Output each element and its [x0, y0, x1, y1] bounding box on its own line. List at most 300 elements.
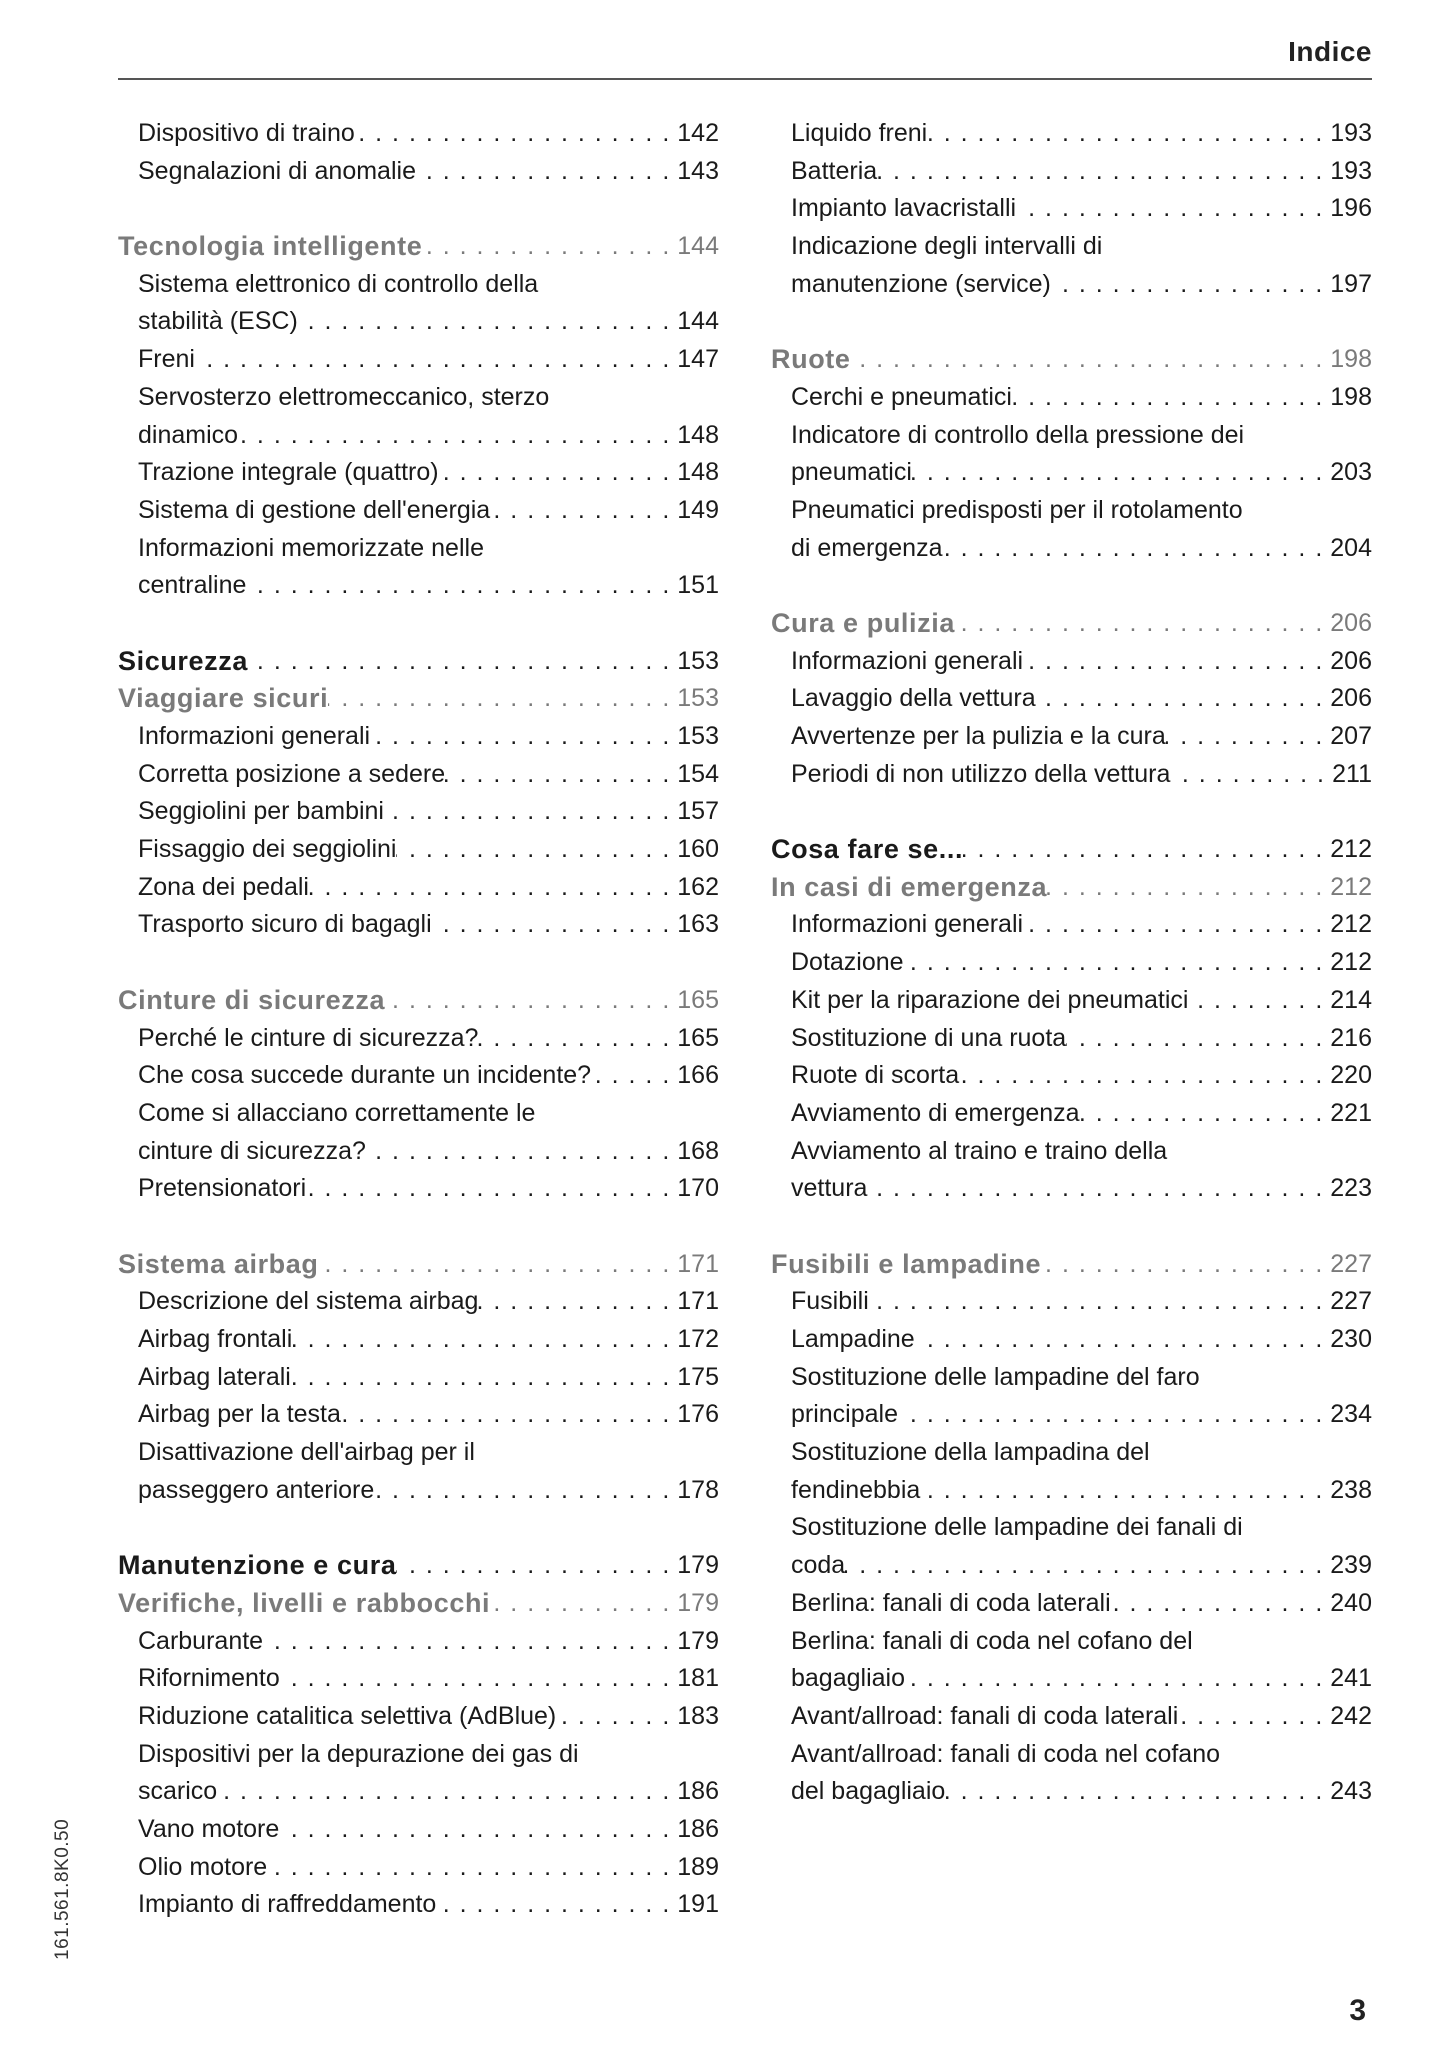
entry-title: Dispositivo di traino: [138, 119, 355, 147]
toc-entry[interactable]: [771, 1773, 1372, 1811]
entry-title: Olio motore: [138, 1852, 268, 1881]
entry-title: Pneumatici predisposti per il rotolamento: [791, 495, 1243, 524]
dot-leader: [195, 341, 677, 379]
dot-leader: [1016, 190, 1330, 228]
entry-title: Avviamento di emergenza: [791, 1098, 1080, 1127]
dot-leader: [370, 718, 677, 756]
dot-leader: [267, 1849, 677, 1887]
entry-title: Sostituzione delle lampadine del faro: [791, 1362, 1200, 1391]
page-ref: 240: [1330, 1588, 1372, 1617]
spacer: [118, 190, 719, 228]
dot-leader: [328, 680, 677, 718]
page-ref: 221: [1330, 1098, 1372, 1127]
entry-title: Batteria: [791, 156, 878, 185]
page-ref: 143: [677, 156, 719, 185]
page-ref: 203: [1330, 458, 1372, 487]
page-ref: 176: [677, 1400, 719, 1429]
toc-heading[interactable]: [771, 605, 1372, 643]
entry-title: Carburante: [138, 1626, 264, 1655]
dot-leader: [422, 228, 677, 266]
page-ref: 171: [677, 1249, 719, 1278]
toc-entry[interactable]: [118, 906, 719, 944]
dot-leader: [319, 1246, 678, 1284]
entry-title: Fusibili e lampadine: [771, 1248, 1042, 1279]
dot-leader: [556, 1698, 677, 1736]
entry-title: vettura: [791, 1174, 868, 1203]
toc-entry[interactable]: [771, 1623, 1372, 1661]
entry-title: Airbag frontali: [138, 1325, 293, 1353]
entry-title: cinture di sicurezza?: [138, 1136, 366, 1165]
dot-leader: [1036, 680, 1331, 718]
toc-entry[interactable]: [118, 869, 719, 907]
dot-leader: [478, 1283, 677, 1321]
toc-heading[interactable]: [771, 1246, 1372, 1284]
page-ref: 162: [677, 872, 719, 901]
toc-entry[interactable]: [771, 944, 1372, 982]
dot-leader: [1012, 379, 1330, 417]
dot-leader: [263, 1623, 677, 1661]
toc-heading[interactable]: [771, 341, 1372, 379]
dot-leader: [1080, 1095, 1331, 1133]
dot-leader: [306, 1170, 677, 1208]
page-ref: 234: [1330, 1400, 1372, 1429]
header-divider: [118, 78, 1372, 80]
entry-title: manutenzione (service): [791, 269, 1051, 298]
dot-leader: [851, 341, 1331, 379]
toc-entry[interactable]: [118, 567, 719, 605]
toc-heading[interactable]: [118, 643, 719, 681]
entry-title: Manutenzione e cura: [118, 1550, 397, 1581]
entry-title: principale: [791, 1400, 899, 1429]
page-ref: 151: [677, 571, 719, 600]
page-ref: 157: [677, 797, 719, 826]
dot-leader: [915, 1321, 1331, 1359]
page-ref: 186: [677, 1777, 719, 1806]
toc-entry[interactable]: [118, 153, 719, 191]
toc-entry[interactable]: [771, 454, 1372, 492]
dot-leader: [1178, 1698, 1330, 1736]
toc-entry[interactable]: [771, 1095, 1372, 1133]
page-ref: 212: [1330, 872, 1372, 901]
toc-entry[interactable]: [118, 1359, 719, 1397]
dot-leader: [845, 1547, 1330, 1585]
toc-heading[interactable]: [118, 228, 719, 266]
page-number: 3: [1349, 1994, 1366, 2027]
page-ref: 206: [1330, 646, 1372, 675]
entry-title: Tecnologia intelligente: [118, 231, 423, 262]
toc-entry[interactable]: [771, 266, 1372, 304]
page-ref: 212: [1330, 835, 1372, 864]
dot-leader: [898, 1396, 1330, 1434]
toc-entry[interactable]: [771, 1170, 1372, 1208]
entry-title: Berlina: fanali di coda nel cofano del: [791, 1626, 1193, 1655]
entry-title: Ruote di scorta: [791, 1061, 960, 1090]
page-ref: 242: [1330, 1701, 1372, 1730]
page-ref: 179: [677, 1626, 719, 1655]
dot-leader: [959, 1057, 1330, 1095]
page-ref: 178: [677, 1475, 719, 1504]
dot-leader: [1170, 756, 1332, 794]
dot-leader: [292, 1321, 677, 1359]
page-ref: 212: [1330, 910, 1372, 939]
dot-leader: [298, 303, 678, 341]
entry-title: Viaggiare sicuri: [118, 683, 329, 714]
dot-leader: [1166, 718, 1331, 756]
spacer: [118, 944, 719, 982]
dot-leader: [384, 793, 677, 831]
toc-entry[interactable]: [118, 1321, 719, 1359]
spacer: [771, 303, 1372, 341]
entry-title: Avant/allroad: fanali di coda laterali: [791, 1701, 1179, 1730]
toc-column-left: [118, 115, 719, 1924]
toc-heading[interactable]: [118, 1246, 719, 1284]
toc-entry[interactable]: [118, 341, 719, 379]
entry-title: Rifornimento: [138, 1664, 280, 1693]
page-ref: 144: [677, 307, 719, 336]
dot-leader: [1188, 982, 1330, 1020]
entry-title: Sostituzione delle lampadine dei fanali di: [791, 1513, 1243, 1542]
page-ref: 196: [1330, 194, 1372, 223]
dot-leader: [490, 492, 677, 530]
entry-title: Kit per la riparazione dei pneumatici: [791, 985, 1189, 1014]
dot-leader: [366, 1133, 677, 1171]
entry-title: Sostituzione di una ruota: [791, 1023, 1067, 1052]
toc-entry[interactable]: [118, 831, 719, 869]
toc-entry[interactable]: [771, 417, 1372, 455]
dot-leader: [945, 1773, 1330, 1811]
toc-heading[interactable]: [118, 1585, 719, 1623]
toc-entry[interactable]: [771, 1396, 1372, 1434]
entry-title: bagagliaio: [791, 1664, 905, 1693]
toc-entry[interactable]: [771, 530, 1372, 568]
page-ref: 148: [677, 420, 719, 449]
entry-title: fendinebbia: [791, 1475, 921, 1504]
page-ref: 238: [1330, 1475, 1372, 1504]
entry-title: Cura e pulizia: [771, 607, 955, 638]
spacer: [118, 1208, 719, 1246]
page-ref: 168: [677, 1136, 719, 1165]
toc-entry[interactable]: [771, 190, 1372, 228]
dot-leader: [396, 1547, 677, 1585]
toc-entry[interactable]: [118, 530, 719, 568]
entry-title: Periodi di non utilizzo della vettura: [791, 759, 1171, 788]
entry-title: pneumatici: [791, 458, 912, 487]
dot-leader: [869, 1283, 1330, 1321]
entry-title: Informazioni generali: [138, 722, 371, 750]
dot-leader: [1041, 1246, 1330, 1284]
page-ref: 165: [677, 1023, 719, 1052]
page-ref: 239: [1330, 1551, 1372, 1580]
entry-title: Sistema elettronico di controllo della: [138, 269, 539, 298]
toc-entry[interactable]: [118, 1472, 719, 1510]
entry-title: In casi di emergenza: [771, 871, 1048, 902]
toc-entry[interactable]: [118, 1660, 719, 1698]
dot-leader: [436, 1886, 677, 1924]
dot-leader: [280, 1660, 678, 1698]
page-ref: 142: [677, 119, 719, 147]
toc-entry[interactable]: [118, 1623, 719, 1661]
toc-entry[interactable]: [118, 1133, 719, 1171]
dot-leader: [1066, 1020, 1330, 1058]
page-ref: 214: [1330, 985, 1372, 1014]
page-ref: 144: [677, 232, 719, 261]
page-ref: 153: [677, 722, 719, 750]
dot-leader: [478, 1020, 677, 1058]
entry-title: Lampadine: [791, 1325, 915, 1353]
toc-entry[interactable]: [118, 1170, 719, 1208]
page-ref: 211: [1332, 759, 1372, 788]
toc-entry[interactable]: [771, 153, 1372, 191]
dot-leader: [217, 1773, 677, 1811]
toc-entry[interactable]: [771, 1359, 1372, 1397]
entry-title: Avviamento al traino e traino della: [791, 1136, 1168, 1165]
toc-entry[interactable]: [118, 1283, 719, 1321]
entry-title: Descrizione del sistema airbag: [138, 1287, 479, 1316]
dot-leader: [963, 831, 1330, 869]
dot-leader: [416, 153, 677, 191]
entry-title: Sicurezza: [118, 645, 248, 676]
toc-entry[interactable]: [771, 1057, 1372, 1095]
toc-entry[interactable]: [771, 1283, 1372, 1321]
dot-leader: [248, 643, 677, 681]
spacer: [118, 1509, 719, 1547]
entry-title: Che cosa succede durante un incidente?: [138, 1061, 592, 1090]
page-ref: 243: [1330, 1777, 1372, 1806]
page-ref: 191: [677, 1890, 719, 1919]
toc-entry[interactable]: [771, 1547, 1372, 1585]
section-title: Indice: [1288, 36, 1372, 67]
entry-title: Come si allacciano correttamente le: [138, 1098, 536, 1127]
toc-entry[interactable]: [771, 1585, 1372, 1623]
page-ref: 193: [1330, 119, 1372, 147]
toc-entry[interactable]: [771, 643, 1372, 681]
page-ref: 204: [1330, 533, 1372, 562]
page-ref: 197: [1330, 269, 1372, 298]
dot-leader: [877, 153, 1330, 191]
toc-entry[interactable]: [118, 303, 719, 341]
toc-entry[interactable]: [771, 1472, 1372, 1510]
entry-title: Perché le cinture di sicurezza?: [138, 1023, 479, 1052]
toc-entry[interactable]: [118, 492, 719, 530]
entry-title: Cerchi e pneumatici: [791, 382, 1012, 411]
dot-leader: [955, 605, 1330, 643]
dot-leader: [927, 115, 1330, 153]
dot-leader: [246, 567, 677, 605]
page-ref: 216: [1330, 1023, 1372, 1052]
page-ref: 163: [677, 910, 719, 939]
page-ref: 183: [677, 1701, 719, 1730]
entry-title: Fissaggio dei seggiolini: [138, 835, 397, 864]
entry-title: Impianto di raffreddamento: [138, 1890, 437, 1919]
entry-title: Trazione integrale (quattro): [138, 458, 439, 487]
toc-entry[interactable]: [771, 982, 1372, 1020]
toc-entry[interactable]: [118, 1020, 719, 1058]
entry-title: Liquido freni: [791, 119, 928, 147]
dot-leader: [374, 1472, 677, 1510]
toc-entry[interactable]: [118, 1434, 719, 1472]
dot-leader: [1051, 266, 1330, 304]
entry-title: Servosterzo elettromeccanico, sterzo: [138, 382, 550, 411]
toc-entry[interactable]: [118, 756, 719, 794]
toc-entry[interactable]: [118, 793, 719, 831]
dot-leader: [341, 1396, 677, 1434]
page-ref: 172: [677, 1325, 719, 1353]
entry-title: Airbag laterali: [138, 1362, 291, 1391]
dot-leader: [355, 115, 678, 153]
toc-entry[interactable]: [118, 454, 719, 492]
entry-title: Indicazione degli intervalli di: [791, 232, 1103, 261]
toc-entry[interactable]: [771, 379, 1372, 417]
spacer: [771, 793, 1372, 831]
dot-leader: [291, 1359, 677, 1397]
entry-title: Fusibili: [791, 1287, 869, 1316]
page-ref: 147: [677, 345, 719, 374]
toc-entry[interactable]: [771, 1321, 1372, 1359]
page-ref: 148: [677, 458, 719, 487]
spacer: [771, 1208, 1372, 1246]
dot-leader: [279, 1811, 677, 1849]
entry-title: Corretta posizione a sedere: [138, 759, 446, 788]
page-ref: 198: [1330, 345, 1372, 374]
page-ref: 179: [677, 1588, 719, 1617]
page-ref: 153: [677, 684, 719, 713]
dot-leader: [942, 530, 1330, 568]
toc-entry[interactable]: [771, 1698, 1372, 1736]
toc-entry[interactable]: [118, 1849, 719, 1887]
page-ref: 166: [677, 1061, 719, 1090]
toc-entry[interactable]: [771, 680, 1372, 718]
toc-entry[interactable]: [118, 1698, 719, 1736]
entry-title: Vano motore: [138, 1814, 280, 1843]
toc-entry[interactable]: [771, 1509, 1372, 1547]
entry-title: Dotazione: [791, 948, 904, 977]
toc-entry[interactable]: [118, 1811, 719, 1849]
entry-title: Trasporto sicuro di bagagli: [138, 910, 432, 939]
toc-entry[interactable]: [771, 1020, 1372, 1058]
toc-entry[interactable]: [771, 756, 1372, 794]
toc-heading[interactable]: [118, 982, 719, 1020]
toc-entry[interactable]: [118, 1736, 719, 1774]
entry-title: Dispositivi per la depurazione dei gas di: [138, 1739, 579, 1768]
entry-title: Informazioni memorizzate nelle: [138, 533, 484, 562]
page-ref: 175: [677, 1362, 719, 1391]
entry-title: Airbag per la testa: [138, 1400, 341, 1429]
entry-title: dinamico: [138, 420, 239, 449]
toc-entry[interactable]: [118, 266, 719, 304]
page-ref: 227: [1330, 1287, 1372, 1316]
toc-heading[interactable]: [118, 1547, 719, 1585]
entry-title: Sistema airbag: [118, 1248, 319, 1279]
toc-entry[interactable]: [118, 1396, 719, 1434]
dot-leader: [905, 1660, 1330, 1698]
page-ref: 189: [677, 1852, 719, 1881]
entry-title: Freni: [138, 345, 195, 374]
page-ref: 170: [677, 1174, 719, 1203]
page-ref: 206: [1330, 608, 1372, 637]
page-ref: 154: [677, 759, 719, 788]
dot-leader: [1023, 643, 1330, 681]
spacer: [771, 567, 1372, 605]
toc-entry[interactable]: [118, 115, 719, 153]
dot-leader: [1111, 1585, 1331, 1623]
entry-title: Zona dei pedali: [138, 872, 309, 901]
entry-title: Seggiolini per bambini: [138, 797, 384, 826]
entry-title: Informazioni generali: [791, 910, 1024, 939]
entry-title: del bagagliaio: [791, 1777, 946, 1806]
toc-entry[interactable]: [771, 228, 1372, 266]
page-ref: 198: [1330, 382, 1372, 411]
dot-leader: [238, 417, 677, 455]
page-ref: 212: [1330, 948, 1372, 977]
dot-leader: [396, 831, 677, 869]
toc-entry[interactable]: [771, 718, 1372, 756]
toc-column-right: [771, 115, 1372, 1811]
dot-leader: [385, 982, 677, 1020]
toc-heading[interactable]: [118, 680, 719, 718]
toc-entry[interactable]: [118, 1057, 719, 1095]
toc-heading[interactable]: [771, 831, 1372, 869]
entry-title: Sistema di gestione dell'energia: [138, 495, 491, 524]
toc-entry[interactable]: [771, 1660, 1372, 1698]
page-ref: 207: [1330, 722, 1372, 750]
entry-title: coda: [791, 1551, 846, 1580]
entry-title: Berlina: fanali di coda laterali: [791, 1588, 1111, 1617]
entry-title: scarico: [138, 1777, 218, 1806]
page-ref: 230: [1330, 1325, 1372, 1353]
page-ref: 179: [677, 1551, 719, 1580]
toc-entry[interactable]: [118, 379, 719, 417]
toc-heading[interactable]: [771, 869, 1372, 907]
entry-title: Avant/allroad: fanali di coda nel cofano: [791, 1739, 1221, 1768]
page-ref: 186: [677, 1814, 719, 1843]
dot-leader: [439, 454, 678, 492]
toc-entry[interactable]: [118, 1773, 719, 1811]
toc-entry[interactable]: [771, 1736, 1372, 1774]
entry-title: Disattivazione dell'airbag per il: [138, 1438, 475, 1467]
toc-entry[interactable]: [118, 1095, 719, 1133]
entry-title: passeggero anteriore: [138, 1475, 375, 1504]
dot-leader: [920, 1472, 1330, 1510]
page-ref: 153: [677, 646, 719, 675]
dot-leader: [867, 1170, 1330, 1208]
toc-entry[interactable]: [118, 1886, 719, 1924]
toc-entry[interactable]: [771, 1133, 1372, 1171]
entry-title: Impianto lavacristalli: [791, 194, 1017, 223]
page-ref: 160: [677, 835, 719, 864]
page-ref: 227: [1330, 1249, 1372, 1278]
dot-leader: [432, 906, 678, 944]
toc-entry[interactable]: [771, 1434, 1372, 1472]
toc-entry[interactable]: [118, 417, 719, 455]
entry-title: Informazioni generali: [791, 646, 1024, 675]
page-ref: 193: [1330, 156, 1372, 185]
dot-leader: [445, 756, 677, 794]
toc-entry[interactable]: [771, 906, 1372, 944]
entry-title: centraline: [138, 571, 247, 600]
entry-title: Ruote: [771, 344, 851, 375]
spacer: [118, 605, 719, 643]
toc-entry[interactable]: [771, 492, 1372, 530]
page-ref: 241: [1330, 1664, 1372, 1693]
page-ref: 223: [1330, 1174, 1372, 1203]
toc-entry[interactable]: [771, 115, 1372, 153]
dot-leader: [912, 454, 1330, 492]
page-ref: 181: [677, 1664, 719, 1693]
toc-entry[interactable]: [118, 718, 719, 756]
dot-leader: [591, 1057, 677, 1095]
entry-title: Verifiche, livelli e rabbocchi: [118, 1587, 491, 1618]
page-ref: 149: [677, 495, 719, 524]
